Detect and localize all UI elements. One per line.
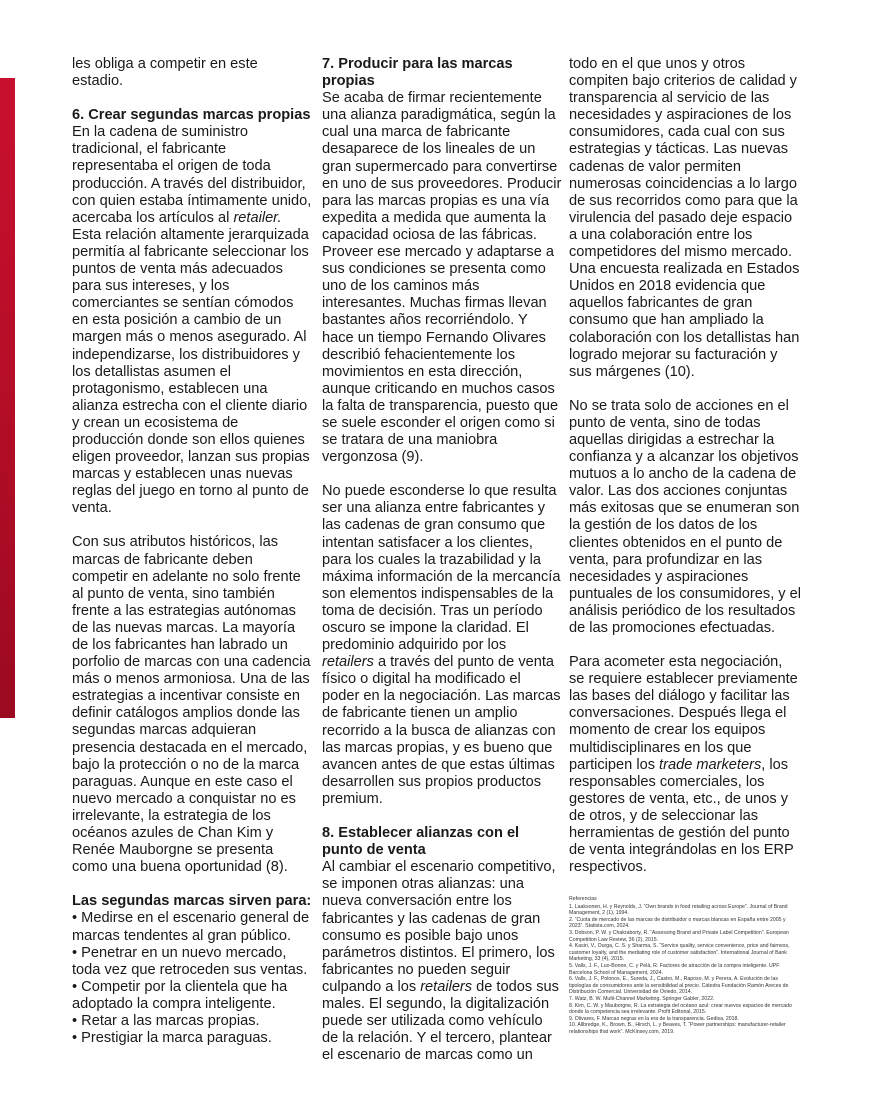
italic-term: retailers — [322, 654, 374, 671]
reference-item: 2. “Cuota de mercado de las marcas de distribuidor o marcas blancas en España entre 2005 y 2023”. Statista.com, 2024. — [569, 916, 786, 930]
paragraph — [569, 654, 801, 876]
italic-term: trade marketers — [659, 756, 762, 773]
reference-item: 1. Laaksonen, H. y Reynolds, J. “Own brands in food retailing across Europe”. Journal of Brand Management, 2 (1), 1994. — [569, 903, 788, 917]
bullet-list — [72, 910, 312, 1047]
text-run: de todos sus males. El segundo, la digitalización puede ser utilizada como vehículo de la relación. Y el tercero, plantear el escenario de marcas como un — [322, 978, 559, 1064]
references-title: Referencias — [569, 896, 597, 902]
reference-item: 10. Allbredge, K., Brown, B., Hirsch, L. y Beaves, T. “Power partnerships: manufacturer-retailer relationships that work”. McKinsey.com, 2019. — [569, 1022, 786, 1035]
list-item: • Competir por la clientela que ha adoptado la compra inteligente. — [72, 979, 312, 1013]
paragraph — [322, 483, 562, 808]
text-run: En la cadena de suministro tradicional, el fabricante representaba el origen de toda producción. A través del distribuidor, con quien estaba íntimamente unido, acercaba los artículos al — [72, 124, 312, 226]
text-run: , los responsables comerciales, los gestores de venta, etc., de unos y de otros, y de seleccionar las herramientas de gestión del punto de venta integrándolas en los ERP respectivos. — [569, 756, 794, 876]
paragraph: les obliga a competir en este estadio. — [72, 56, 258, 90]
reference-item: 6. Valls, J. F., Polonos, E., Sureda, J., Castro, M., Raposo, M. y Perera, A. Evolución de las tipologías de consumidores ante la sensibilidad al precio. Cátedra Fundación Ramón Areces de Distribución Comercial. Universidad de Oviedo, 2014. — [569, 976, 789, 996]
paragraph — [322, 859, 562, 1064]
reference-item: 5. Valls, J. F., Luo-Bonne, C. y Pelà, R. Factores de atracción de la compra inteligente. UPF Barcelona School of Management, 2024. — [569, 962, 780, 976]
text-run: a través del punto de venta físico o digital ha modificado el poder en la negociación. Las marcas de fabricante tienen un amplio recorrido a la busca de alianzas con las marcas propias, y es bueno que avancen antes de que estas últimas desarrollen sus propios productos premium. — [322, 654, 561, 807]
section-heading-6: 6. Crear segundas marcas propias — [72, 107, 311, 124]
reference-item: 8. Kim, C. W. y Mauborgne, R. La estrategia del océano azul: crear nuevos espacios de mercado donde la competencia sea irrelevante. Profit Editorial, 2015. — [569, 1002, 792, 1016]
column-2 — [322, 56, 562, 1064]
paragraph: No se trata solo de acciones en el punto de venta, sino de todas aquellas dirigidas a estrechar la confianza y a alcanzar los objetivos mutuos a lo ancho de la cadena de valor. Las dos acciones conjuntas más exitosas que se enumeran son la gestión de los datos de los clientes obtenidos en el punto de venta, para profundizar en las necesidades y aspiraciones puntuales de los consumidores, y el análisis periódico de los resultados de las promociones efectuadas. — [569, 397, 802, 636]
text-run: Para acometer esta negociación, se requiere establecer previamente las bases del diálogo y facilitar las conversaciones. Después llega el momento de crear los equipos multidisciplinares en los que participen los — [569, 654, 798, 773]
references-block — [569, 896, 801, 1035]
text-run: Al cambiar el escenario competitivo, se imponen otras alianzas: una nueva conversación entre los fabricantes y las cadenas de gran consumo es posible bajo unos parámetros distintos. El primero, los fabricantes no pueden seguir culpando a los — [322, 859, 556, 995]
reference-item: 9. Olivares, F. Marcas negras en la era de la transparencia. Gedisa, 2018. — [569, 1015, 739, 1022]
reference-item: 7. Watz, B. W. Multi-Channel Marketing. Springer Gabler, 2022. — [569, 995, 715, 1002]
column-3 — [569, 56, 801, 893]
list-heading: Las segundas marcas sirven para: — [72, 893, 312, 910]
paragraph — [72, 124, 312, 517]
paragraph: todo en el que unos y otros compiten bajo criterios de calidad y transparencia al servicio de las necesidades y aspiraciones de los consumidores, cada cual con sus estrategias y tácticas. Las nuevas cadenas de valor permiten numerosas coincidencias a lo largo de sus recorridos como para que la virulencia del pasado deje espacio a una colaboración entre los competidores del mismo mercado. Una encuesta realizada en Estados Unidos en 2018 evidencia que aquellos fabricantes de gran consumo que han ampliado la colaboración con los detallistas han logrado mejorar su facturación y sus márgenes (10). — [569, 56, 800, 380]
red-accent-bar — [0, 78, 15, 718]
section-heading-7: 7. Producir para las marcas propias — [322, 56, 513, 90]
section-heading-8: 8. Establecer alianzas con el punto de venta — [322, 825, 520, 859]
italic-term: retailers — [420, 978, 473, 995]
list-item: • Prestigiar la marca paraguas. — [72, 1030, 312, 1047]
list-item: • Penetrar en un nuevo mercado, toda vez que retroceden sus ventas. — [72, 945, 312, 979]
references-list — [569, 904, 801, 1036]
text-run: No puede esconderse lo que resulta ser una alianza entre fabricantes y las cadenas de gran consumo que intentan satisfacer a los clientes, para los cuales la trazabilidad y la máxima información de la mercancía son elementos indispensables de la toma de decisión. Tras un período oscuro se impone la claridad. El predominio adquirido por los — [322, 483, 561, 654]
text-run: Esta relación altamente jerarquizada permitía al fabricante seleccionar los puntos de venta más adecuados para sus intereses, y los comerciantes se sentían cómodos en esta posición a cambio de un margen más o menos asegurado. Al independizarse, los distribuidores y los detallistas asumen el protagonismo, establecen una alianza estrecha con el cliente diario y crean un ecosistema de producción donde son ellos quienes eligen proveedor, lanzan sus propias marcas y establecen unas nuevas reglas del juego en torno al punto de venta. — [72, 226, 310, 517]
column-1 — [72, 56, 312, 1047]
list-item: • Medirse en el escenario general de marcas tendentes al gran público. — [72, 910, 312, 944]
paragraph: Con sus atributos históricos, las marcas de fabricante deben competir en adelante no solo frente al punto de venta, sino también frente a las estrategias autónomas de las nuevas marcas. La mayoría de los fabricantes han labrado un porfolio de marcas con una cadencia más o menos armoniosa. Una de las estrategias a incentivar consiste en definir catálogos amplios donde las segundas marcas adquieran presencia destacada en el mercado, bajo la protección o no de la marca paraguas. Aunque en este caso el nuevo mercado a conquistar no es irrelevante, la estrategia de los océanos azules de Chan Kim y Renée Mauborgne se presenta como una buena oportunidad (8). — [72, 534, 311, 876]
paragraph: Se acaba de firmar recientemente una alianza paradigmática, según la cual una marca de fabricante desaparece de los lineales de un gran supermercado para convertirse en uno de sus proveedores. Producir para las marcas propias es una vía expedita a medida que aumenta la capacidad ociosa de las fábricas. Proveer ese mercado y adaptarse a sus condiciones se presenta como uno de los caminos más interesantes. Muchas firmas llevan bastantes años recorriéndolo. Y hace un tiempo Fernando Olivares describió fehacientemente los movimientos en esta dirección, aunque criticando en muchos casos la falta de transparencia, puesto que se suele esconder el origen como si se tratara de una maniobra vergonzosa (9). — [322, 90, 562, 466]
list-item: • Retar a las marcas propias. — [72, 1013, 312, 1030]
reference-item: 3. Dobson, P. W. y Chakraborty, R. “Assessing Brand and Private Label Competition”. European Competition Law Review, 36 (2), 2015. — [569, 929, 789, 943]
italic-term: retailer. — [233, 209, 282, 226]
reference-item: 4. Kasiri, V., Durga, C. S. y Sharma, S. “Service quality, service convenience, price and fairness, customer loyalty, and the mediating role of customer satisfaction”. International Journal of Bank Marketing, 33 (4), 2015. — [569, 943, 790, 963]
